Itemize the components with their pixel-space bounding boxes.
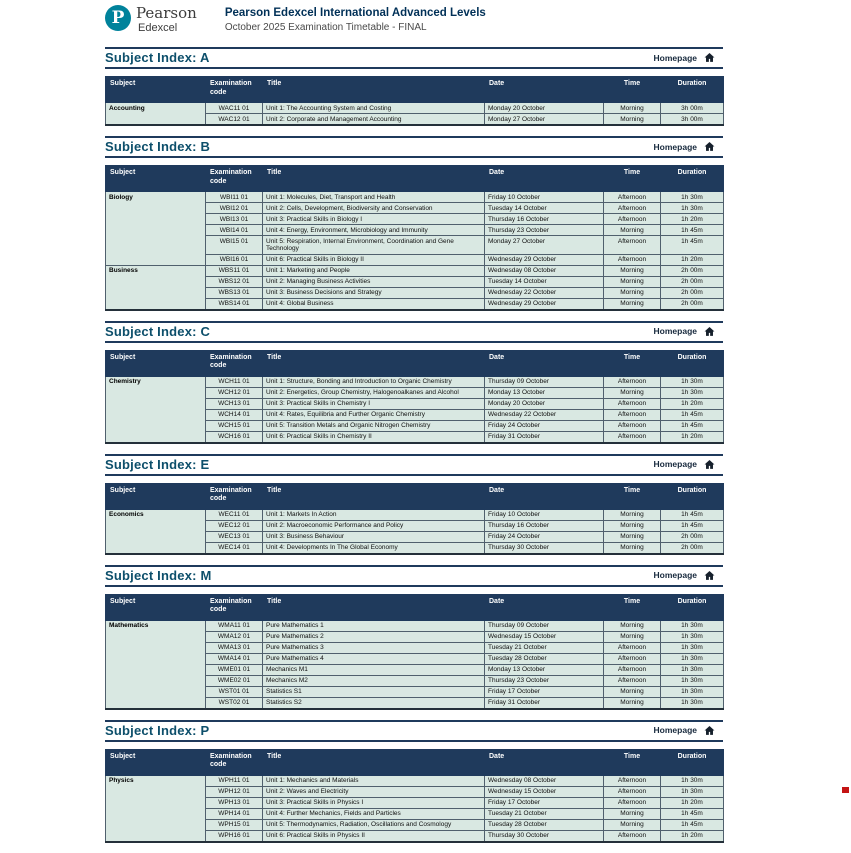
exam-time: Morning [604, 265, 661, 276]
exam-duration: 1h 30m [661, 631, 724, 642]
exam-title: Unit 2: Cells, Development, Biodiversity and Conservation [263, 203, 485, 214]
section-heading-bar [105, 321, 723, 343]
exam-duration: 1h 45m [661, 520, 724, 531]
exam-code: WPH11 01 [206, 775, 263, 786]
exam-date: Wednesday 22 October [485, 409, 604, 420]
exam-code: WEC14 01 [206, 542, 263, 554]
exam-duration: 1h 45m [661, 409, 724, 420]
exam-duration: 2h 00m [661, 287, 724, 298]
exam-title: Pure Mathematics 4 [263, 653, 485, 664]
exam-duration: 1h 30m [661, 203, 724, 214]
exam-time: Afternoon [604, 420, 661, 431]
exam-code: WPH15 01 [206, 819, 263, 830]
exam-title: Mechanics M1 [263, 664, 485, 675]
logo-sub-brand: Edexcel [138, 22, 178, 34]
column-header-row [106, 594, 724, 620]
exam-title: Unit 5: Thermodynamics, Radiation, Oscillations and Cosmology [263, 819, 485, 830]
exam-date: Wednesday 15 October [485, 631, 604, 642]
exam-title: Unit 6: Practical Skills in Biology II [263, 254, 485, 265]
exam-date: Friday 10 October [485, 509, 604, 520]
home-icon[interactable] [704, 570, 715, 581]
section-title: Subject Index: C [105, 323, 211, 339]
col-header-subject: Subject [106, 77, 206, 103]
exam-time: Afternoon [604, 409, 661, 420]
exam-date: Thursday 16 October [485, 520, 604, 531]
col-header-duration: Duration [661, 749, 724, 775]
exam-title: Unit 3: Practical Skills in Chemistry I [263, 398, 485, 409]
exam-code: WBS14 01 [206, 298, 263, 310]
exam-time: Morning [604, 520, 661, 531]
document-page [105, 0, 723, 853]
exam-time: Afternoon [604, 653, 661, 664]
exam-duration: 1h 20m [661, 797, 724, 808]
exam-duration: 1h 45m [661, 420, 724, 431]
section-c [105, 321, 723, 444]
exam-date: Tuesday 14 October [485, 203, 604, 214]
subject-name: Business [106, 265, 206, 310]
exam-code: WMA14 01 [206, 653, 263, 664]
exam-code: WMA13 01 [206, 642, 263, 653]
exam-time: Morning [604, 686, 661, 697]
col-header-exam-code: Examination code [206, 483, 263, 509]
col-header-exam-code: Examination code [206, 350, 263, 376]
col-header-duration: Duration [661, 594, 724, 620]
exam-title: Unit 2: Macroeconomic Performance and Policy [263, 520, 485, 531]
exam-title: Unit 1: Structure, Bonding and Introduction to Organic Chemistry [263, 376, 485, 387]
exam-code: WST02 01 [206, 697, 263, 709]
homepage-label[interactable]: Homepage [653, 459, 697, 469]
document-subtitle: October 2025 Examination Timetable - FINAL [224, 22, 427, 33]
exam-date: Thursday 09 October [485, 620, 604, 631]
exam-time: Morning [604, 808, 661, 819]
col-header-time: Time [604, 77, 661, 103]
exam-code: WAC12 01 [206, 114, 263, 126]
pearson-logo-text [136, 5, 197, 34]
document-titles [225, 5, 486, 33]
exam-title: Pure Mathematics 1 [263, 620, 485, 631]
col-header-subject: Subject [106, 483, 206, 509]
col-header-title: Title [263, 483, 485, 509]
col-header-time: Time [604, 594, 661, 620]
exam-date: Tuesday 14 October [485, 276, 604, 287]
exam-code: WBS11 01 [206, 265, 263, 276]
exam-duration: 2h 00m [661, 531, 724, 542]
pearson-logo [105, 5, 197, 34]
exam-title: Unit 6: Practical Skills in Physics II [263, 830, 485, 842]
home-icon[interactable] [704, 725, 715, 736]
exam-date: Thursday 16 October [485, 214, 604, 225]
col-header-date: Date [485, 166, 604, 192]
section-heading-bar [105, 136, 723, 158]
homepage-link[interactable] [654, 141, 723, 152]
exam-duration: 1h 20m [661, 431, 724, 443]
homepage-label[interactable]: Homepage [653, 570, 697, 580]
section-m [105, 565, 723, 710]
document-header [105, 0, 723, 47]
col-header-date: Date [485, 749, 604, 775]
section-heading-bar [105, 565, 723, 587]
exam-title: Mechanics M2 [263, 675, 485, 686]
exam-code: WCH15 01 [206, 420, 263, 431]
exam-code: WEC11 01 [206, 509, 263, 520]
exam-code: WBI14 01 [206, 225, 263, 236]
exam-time: Afternoon [604, 203, 661, 214]
exam-time: Morning [604, 531, 661, 542]
exam-title: Unit 2: Managing Business Activities [263, 276, 485, 287]
section-heading-bar [105, 454, 723, 476]
section-heading-bar [105, 47, 723, 69]
exam-row [106, 775, 724, 786]
exam-title: Unit 3: Practical Skills in Biology I [263, 214, 485, 225]
exam-row [106, 620, 724, 631]
exam-duration: 1h 30m [661, 675, 724, 686]
exam-code: WME02 01 [206, 675, 263, 686]
exam-date: Monday 27 October [485, 236, 604, 255]
timetable [105, 76, 724, 126]
exam-title: Unit 5: Transition Metals and Organic Nitrogen Chemistry [263, 420, 485, 431]
exam-time: Morning [604, 509, 661, 520]
exam-duration: 1h 30m [661, 697, 724, 709]
section-e [105, 454, 723, 555]
exam-time: Morning [604, 114, 661, 126]
exam-code: WAC11 01 [206, 103, 263, 114]
column-header-row [106, 166, 724, 192]
col-header-duration: Duration [661, 166, 724, 192]
homepage-label[interactable]: Homepage [653, 725, 697, 735]
exam-code: WBI16 01 [206, 254, 263, 265]
exam-date: Friday 17 October [485, 797, 604, 808]
exam-duration: 1h 45m [661, 819, 724, 830]
exam-date: Wednesday 22 October [485, 287, 604, 298]
timetable [105, 749, 724, 843]
exam-duration: 1h 30m [661, 686, 724, 697]
exam-time: Afternoon [604, 797, 661, 808]
exam-duration: 1h 45m [661, 225, 724, 236]
exam-date: Friday 10 October [485, 192, 604, 203]
exam-title: Unit 4: Energy, Environment, Microbiology and Immunity [263, 225, 485, 236]
exam-time: Morning [604, 620, 661, 631]
homepage-label[interactable]: Homepage [653, 52, 697, 63]
exam-title: Unit 2: Corporate and Management Accounting [263, 114, 485, 126]
exam-time: Afternoon [604, 642, 661, 653]
exam-title: Unit 4: Further Mechanics, Fields and Particles [263, 808, 485, 819]
exam-date: Wednesday 29 October [485, 298, 604, 310]
exam-title: Unit 4: Global Business [263, 298, 485, 310]
exam-title: Unit 1: Markets In Action [263, 509, 485, 520]
exam-duration: 1h 20m [661, 398, 724, 409]
exam-date: Wednesday 29 October [485, 254, 604, 265]
exam-time: Morning [604, 287, 661, 298]
exam-time: Morning [604, 542, 661, 554]
homepage-label[interactable]: Homepage [653, 141, 697, 152]
exam-code: WBI11 01 [206, 192, 263, 203]
subject-name: Chemistry [106, 376, 206, 443]
exam-title: Unit 5: Respiration, Internal Environment, Coordination and Gene Technology [263, 236, 485, 255]
exam-date: Tuesday 21 October [485, 808, 604, 819]
section-heading-bar [105, 720, 723, 742]
exam-code: WBS13 01 [206, 287, 263, 298]
exam-duration: 1h 30m [661, 192, 724, 203]
exam-duration: 2h 00m [661, 265, 724, 276]
homepage-link[interactable] [654, 570, 723, 581]
col-header-duration: Duration [661, 77, 724, 103]
exam-row [106, 376, 724, 387]
exam-duration: 3h 00m [661, 103, 724, 114]
exam-code: WPH12 01 [206, 786, 263, 797]
exam-title: Unit 1: Molecules, Diet, Transport and Health [263, 192, 485, 203]
col-header-time: Time [604, 350, 661, 376]
exam-date: Wednesday 08 October [485, 265, 604, 276]
exam-duration: 1h 30m [661, 387, 724, 398]
homepage-link[interactable] [654, 326, 723, 337]
col-header-subject: Subject [106, 166, 206, 192]
pearson-logo-icon [105, 5, 131, 31]
exam-duration: 1h 20m [661, 254, 724, 265]
timetable [105, 594, 724, 710]
exam-time: Afternoon [604, 786, 661, 797]
exam-duration: 1h 30m [661, 664, 724, 675]
col-header-date: Date [485, 594, 604, 620]
exam-duration: 1h 20m [661, 214, 724, 225]
exam-code: WMA12 01 [206, 631, 263, 642]
timetable [105, 350, 724, 444]
col-header-exam-code: Examination code [206, 749, 263, 775]
col-header-exam-code: Examination code [206, 166, 263, 192]
home-icon[interactable] [704, 459, 715, 470]
red-cursor-mark [842, 787, 849, 793]
exam-code: WCH16 01 [206, 431, 263, 443]
subject-name: Biology [106, 192, 206, 266]
exam-date: Monday 20 October [485, 398, 604, 409]
exam-date: Thursday 09 October [485, 376, 604, 387]
exam-duration: 1h 45m [661, 236, 724, 255]
exam-duration: 1h 30m [661, 786, 724, 797]
exam-time: Afternoon [604, 254, 661, 265]
subject-name: Accounting [106, 103, 206, 126]
exam-date: Monday 27 October [485, 114, 604, 126]
exam-code: WCH13 01 [206, 398, 263, 409]
col-header-subject: Subject [106, 749, 206, 775]
col-header-title: Title [263, 594, 485, 620]
exam-date: Friday 24 October [485, 531, 604, 542]
exam-title: Unit 6: Practical Skills in Chemistry II [263, 431, 485, 443]
col-header-title: Title [263, 77, 485, 103]
column-header-row [106, 350, 724, 376]
exam-code: WME01 01 [206, 664, 263, 675]
exam-time: Afternoon [604, 664, 661, 675]
exam-time: Afternoon [604, 376, 661, 387]
exam-title: Unit 4: Rates, Equilibria and Further Organic Chemistry [263, 409, 485, 420]
exam-time: Morning [604, 276, 661, 287]
subject-name: Physics [106, 775, 206, 842]
exam-row [106, 509, 724, 520]
col-header-date: Date [485, 350, 604, 376]
exam-date: Monday 13 October [485, 664, 604, 675]
exam-title: Unit 4: Developments In The Global Economy [263, 542, 485, 554]
exam-time: Afternoon [604, 431, 661, 443]
exam-date: Friday 24 October [485, 420, 604, 431]
exam-time: Afternoon [604, 398, 661, 409]
exam-code: WEC12 01 [206, 520, 263, 531]
exam-duration: 1h 45m [661, 509, 724, 520]
section-a [105, 47, 723, 126]
section-title: Subject Index: A [105, 50, 210, 65]
exam-time: Afternoon [604, 192, 661, 203]
exam-date: Friday 31 October [485, 697, 604, 709]
timetable [105, 483, 724, 555]
col-header-duration: Duration [661, 350, 724, 376]
column-header-row [106, 483, 724, 509]
exam-duration: 2h 00m [661, 542, 724, 554]
exam-duration: 3h 00m [661, 114, 724, 126]
section-title: Subject Index: E [105, 456, 210, 472]
exam-date: Thursday 30 October [485, 542, 604, 554]
sections-container [105, 47, 723, 843]
timetable [105, 165, 724, 311]
exam-code: WBI13 01 [206, 214, 263, 225]
document-title: Pearson Edexcel International Advanced Levels [224, 7, 486, 19]
exam-title: Unit 1: Mechanics and Materials [263, 775, 485, 786]
exam-time: Morning [604, 225, 661, 236]
col-header-date: Date [485, 483, 604, 509]
subject-name: Economics [106, 509, 206, 554]
logo-brand: Pearson [136, 4, 197, 22]
exam-duration: 2h 00m [661, 298, 724, 310]
exam-duration: 1h 30m [661, 653, 724, 664]
exam-time: Afternoon [604, 214, 661, 225]
exam-title: Pure Mathematics 2 [263, 631, 485, 642]
column-header-row [106, 77, 724, 103]
exam-date: Friday 17 October [485, 686, 604, 697]
home-icon[interactable] [704, 326, 715, 337]
col-header-title: Title [263, 749, 485, 775]
exam-title: Statistics S1 [263, 686, 485, 697]
col-header-duration: Duration [661, 483, 724, 509]
section-title: Subject Index: P [105, 722, 210, 738]
section-b [105, 136, 723, 311]
exam-title: Unit 1: Marketing and People [263, 265, 485, 276]
homepage-link[interactable] [654, 459, 723, 470]
homepage-label[interactable]: Homepage [653, 326, 697, 336]
exam-code: WPH13 01 [206, 797, 263, 808]
exam-date: Thursday 30 October [485, 830, 604, 842]
exam-time: Afternoon [604, 675, 661, 686]
exam-duration: 2h 00m [661, 276, 724, 287]
exam-title: Pure Mathematics 3 [263, 642, 485, 653]
exam-code: WMA11 01 [206, 620, 263, 631]
pearson-logo-letter: P [111, 8, 125, 28]
exam-date: Thursday 23 October [485, 675, 604, 686]
exam-duration: 1h 20m [661, 830, 724, 842]
exam-title: Unit 3: Business Decisions and Strategy [263, 287, 485, 298]
section-title: Subject Index: B [105, 139, 211, 154]
exam-date: Wednesday 08 October [485, 775, 604, 786]
exam-time: Morning [604, 631, 661, 642]
exam-time: Morning [604, 298, 661, 310]
exam-title: Unit 3: Business Behaviour [263, 531, 485, 542]
home-icon[interactable] [704, 141, 715, 152]
exam-code: WEC13 01 [206, 531, 263, 542]
exam-duration: 1h 30m [661, 642, 724, 653]
exam-date: Thursday 23 October [485, 225, 604, 236]
exam-time: Morning [604, 387, 661, 398]
exam-time: Afternoon [604, 830, 661, 842]
exam-duration: 1h 30m [661, 775, 724, 786]
exam-date: Tuesday 28 October [485, 653, 604, 664]
exam-code: WCH12 01 [206, 387, 263, 398]
exam-date: Tuesday 21 October [485, 642, 604, 653]
exam-date: Wednesday 15 October [485, 786, 604, 797]
exam-code: WST01 01 [206, 686, 263, 697]
section-title: Subject Index: M [105, 567, 212, 583]
col-header-exam-code: Examination code [206, 77, 263, 103]
col-header-subject: Subject [106, 594, 206, 620]
exam-title: Unit 2: Waves and Electricity [263, 786, 485, 797]
exam-code: WBI12 01 [206, 203, 263, 214]
exam-date: Friday 31 October [485, 431, 604, 443]
exam-code: WBS12 01 [206, 276, 263, 287]
exam-code: WPH14 01 [206, 808, 263, 819]
exam-title: Unit 3: Practical Skills in Physics I [263, 797, 485, 808]
section-p [105, 720, 723, 843]
exam-row [106, 265, 724, 276]
exam-duration: 1h 45m [661, 808, 724, 819]
exam-title: Unit 2: Energetics, Group Chemistry, Halogenoalkanes and Alcohol [263, 387, 485, 398]
exam-code: WBI15 01 [206, 236, 263, 255]
col-header-time: Time [604, 749, 661, 775]
exam-time: Afternoon [604, 775, 661, 786]
exam-date: Monday 20 October [485, 103, 604, 114]
col-header-subject: Subject [106, 350, 206, 376]
homepage-link[interactable] [654, 52, 723, 63]
exam-time: Morning [604, 697, 661, 709]
col-header-exam-code: Examination code [206, 594, 263, 620]
col-header-time: Time [604, 166, 661, 192]
exam-time: Morning [604, 103, 661, 114]
exam-duration: 1h 30m [661, 620, 724, 631]
home-icon[interactable] [704, 52, 715, 63]
exam-time: Morning [604, 819, 661, 830]
exam-time: Afternoon [604, 236, 661, 255]
exam-date: Tuesday 28 October [485, 819, 604, 830]
exam-date: Monday 13 October [485, 387, 604, 398]
exam-duration: 1h 30m [661, 376, 724, 387]
exam-title: Statistics S2 [263, 697, 485, 709]
col-header-time: Time [604, 483, 661, 509]
column-header-row [106, 749, 724, 775]
exam-code: WCH11 01 [206, 376, 263, 387]
col-header-date: Date [485, 77, 604, 103]
exam-row [106, 192, 724, 203]
subject-name: Mathematics [106, 620, 206, 709]
exam-code: WCH14 01 [206, 409, 263, 420]
exam-title: Unit 1: The Accounting System and Costing [263, 103, 485, 114]
homepage-link[interactable] [654, 725, 723, 736]
col-header-title: Title [263, 350, 485, 376]
exam-row [106, 103, 724, 114]
exam-code: WPH16 01 [206, 830, 263, 842]
col-header-title: Title [263, 166, 485, 192]
